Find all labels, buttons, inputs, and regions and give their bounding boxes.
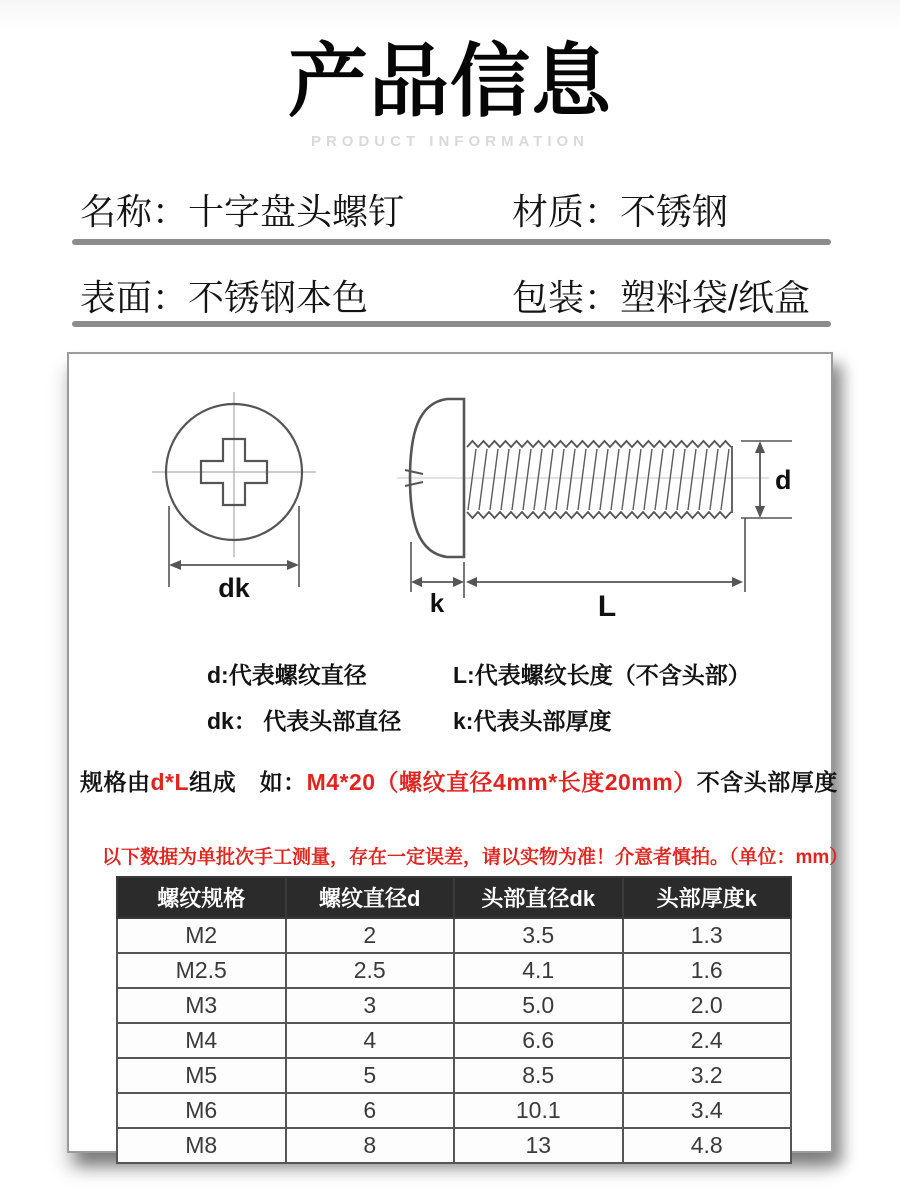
spec-prefix: 规格由 (80, 769, 151, 795)
L-dimension-label: L (597, 590, 617, 623)
legend-dk: dk： 代表头部直径 (207, 708, 402, 734)
surface-value: 不锈钢本色 (188, 277, 369, 318)
name-value: 十字盘头螺钉 (188, 191, 405, 232)
product-packaging (512, 270, 810, 321)
arrowhead (755, 506, 765, 518)
table-header-cell: 螺纹规格 (117, 877, 286, 918)
table-cell: 6.6 (454, 1023, 623, 1058)
surface-label: 表面： (80, 277, 189, 318)
spec-mid: 组成 如： (189, 769, 307, 795)
spec-suffix: 不含头部厚度 (696, 769, 838, 795)
spec-red-formula: d*L (150, 769, 190, 795)
legend-d: d:代表螺纹直径 (207, 662, 367, 688)
table-cell: 8.5 (454, 1058, 623, 1093)
product-material (512, 184, 728, 235)
material-label: 材质： (512, 191, 621, 232)
packaging-value: 塑料袋/纸盒 (620, 277, 811, 318)
table-header-cell: 头部直径dk (454, 877, 623, 918)
table-cell: M4 (117, 1023, 286, 1058)
table-cell: 3.2 (623, 1058, 792, 1093)
table-row (117, 918, 791, 953)
arrowhead (453, 577, 464, 587)
divider-line (72, 321, 831, 327)
arrowhead (466, 577, 477, 587)
spec-table-head (117, 877, 791, 918)
table-cell: 6 (286, 1093, 455, 1128)
spec-panel (67, 352, 849, 1158)
name-label: 名称： (80, 191, 189, 232)
table-cell: 5.0 (454, 988, 623, 1023)
dk-dimension-label: dk (218, 573, 250, 603)
d-dimension-label: d (775, 465, 792, 495)
table-header-row (117, 877, 791, 918)
arrowhead (411, 577, 422, 587)
screw-thread-shaft (467, 441, 731, 518)
table-row (117, 1058, 791, 1093)
table-row (117, 1128, 791, 1163)
spec-table (116, 876, 792, 1164)
spec-format-line (80, 764, 838, 797)
table-cell: 2.5 (286, 953, 455, 988)
table-row (117, 988, 791, 1023)
screw-diagram (69, 354, 835, 649)
table-cell: 8 (286, 1128, 455, 1163)
table-cell: 3.4 (623, 1093, 792, 1128)
packaging-label: 包装： (512, 277, 621, 318)
table-cell: M3 (117, 988, 286, 1023)
table-cell: M6 (117, 1093, 286, 1128)
table-cell: 4.8 (623, 1128, 792, 1163)
table-cell: 13 (454, 1128, 623, 1163)
arrowhead (755, 441, 765, 453)
table-header-cell: 螺纹直径d (286, 877, 455, 918)
spec-red-example: M4*20（螺纹直径4mm*长度20mm） (306, 769, 697, 795)
table-cell: 1.3 (623, 918, 792, 953)
divider-line (72, 239, 831, 245)
table-cell: M2.5 (117, 953, 286, 988)
arrowhead (287, 560, 299, 570)
table-cell: 2.4 (623, 1023, 792, 1058)
table-cell: 3 (286, 988, 455, 1023)
table-cell: 4 (286, 1023, 455, 1058)
spec-table-body (117, 918, 791, 1163)
table-cell: 1.6 (623, 953, 792, 988)
table-header-cell: 头部厚度k (623, 877, 792, 918)
product-name (80, 184, 404, 235)
attribute-row-surface-packaging (0, 270, 900, 318)
legend-k: k:代表头部厚度 (453, 708, 612, 734)
table-row (117, 953, 791, 988)
table-cell: 2 (286, 918, 455, 953)
legend-L: L:代表螺纹长度（不含头部） (453, 662, 751, 688)
table-cell: 5 (286, 1058, 455, 1093)
measurement-disclaimer: 以下数据为单批次手工测量，存在一定误差，请以实物为准！介意者慎拍。（单位：mm） (102, 847, 849, 868)
table-cell: M5 (117, 1058, 286, 1093)
product-surface (80, 270, 368, 321)
table-cell: 3.5 (454, 918, 623, 953)
table-cell: M2 (117, 918, 286, 953)
arrowhead (169, 560, 181, 570)
table-cell: 4.1 (454, 953, 623, 988)
table-cell: M8 (117, 1128, 286, 1163)
page-title: 产品信息 (288, 37, 612, 126)
material-value: 不锈钢 (620, 191, 729, 232)
arrowhead (732, 577, 743, 587)
table-row (117, 1093, 791, 1128)
attribute-row-name-material (0, 184, 900, 232)
k-dimension-label: k (429, 588, 445, 618)
table-cell: 10.1 (454, 1093, 623, 1128)
table-cell: 2.0 (623, 988, 792, 1023)
table-row (117, 1023, 791, 1058)
page-subtitle: PRODUCT INFORMATION (310, 133, 590, 150)
